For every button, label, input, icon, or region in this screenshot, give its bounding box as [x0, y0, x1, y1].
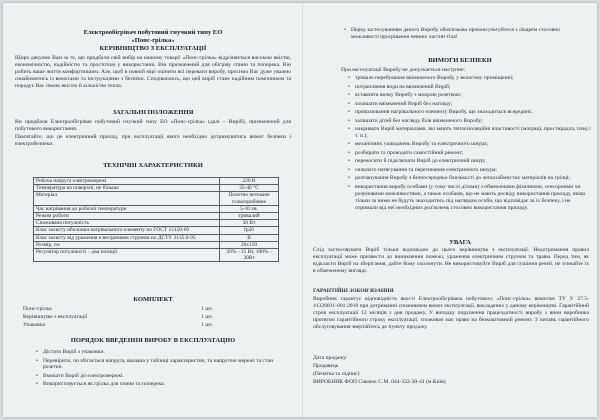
- safety-item: • проколювання нагрівального елементу Виробу, що знаходиться всередині;: [355, 109, 593, 116]
- spec-value: 35-40 °С: [220, 185, 279, 192]
- instruction-sheet: [3, 3, 597, 417]
- manufacturer: ВИРОБНИК ФОП Сівачок С.М. 044-332-30-41 (м.Київ): [313, 379, 446, 386]
- spec-value: 220 В: [220, 178, 279, 185]
- order-title: ПОРЯДОК ВВЕДЕННЯ ВИРОБУ В ЕКСПЛУАТАЦІЮ: [70, 337, 236, 344]
- attention-title: УВАГА: [449, 239, 471, 246]
- order-step: • Використовується як грілка для спини та поперека.: [43, 381, 283, 388]
- safety-list: [345, 75, 593, 213]
- safety-item: • вставляти вилку Виробу з мокрою розеткою;: [355, 92, 593, 99]
- safety-item: • тривале перебування ввімкненого Виробу у вологому приміщенні;: [355, 75, 593, 82]
- manual-title: КЕРІВНИЦТВО З ЕКСПЛУАТАЦІЇ: [99, 45, 207, 52]
- spec-row: [34, 241, 279, 248]
- safety-item: • потрапляння води на ввімкнений Виріб;: [355, 84, 593, 91]
- kit-item-qty: 1 шт.: [201, 321, 213, 328]
- spec-value: Полотно нетекане голкопробивне: [220, 192, 279, 205]
- spec-value: 5-10 хв.: [220, 205, 279, 212]
- safety-item: • механічних ушкоджень Виробу та електричного шнура;: [355, 141, 593, 148]
- kit-item-qty: 1 шт.: [201, 313, 213, 320]
- specs-table: [33, 177, 279, 262]
- spec-name: Регулятор потужності – два позиції: [34, 249, 220, 262]
- general-text: Ви придбали Електрообігрівач побутовий гнучкий типу ЕО «Понс-грілка» (далі – Виріб), призначений для побутового використання.: [15, 119, 291, 132]
- spec-value: 20х150: [220, 241, 279, 248]
- spec-row: [34, 227, 279, 234]
- right-page: [305, 3, 597, 417]
- seller: Продавець: [313, 363, 339, 370]
- kit-title: КОМПЛЕКТ: [133, 296, 173, 303]
- warranty-title: ГАРАНТІЙНІ ЗОБОВ'ЯЗАННЯ: [313, 288, 394, 294]
- spec-row: [34, 234, 279, 241]
- safety-item: • розташування Виробу з безпосередньо близькості до легкозаймистих матеріалів на грілці;: [355, 175, 593, 182]
- page-fold: [302, 3, 304, 417]
- spec-value: тривалий: [220, 213, 279, 220]
- order-step: • Дістати Виріб з упаковки.: [43, 349, 283, 356]
- kit-item-name: Понс-грілка: [23, 306, 52, 312]
- header-title: Електрообігрівач побутовий гнучкий типу ЕО: [83, 29, 223, 36]
- kit-row: [23, 322, 213, 329]
- order-list: [33, 349, 283, 390]
- safety-item: • залишати ввімкнений Виріб без нагляду;: [355, 101, 593, 108]
- safety-intro: При експлуатації Виробу не допускається наступне:: [341, 67, 466, 73]
- spec-name: Споживана потужність: [34, 220, 220, 227]
- spec-row: [34, 192, 279, 205]
- spec-row: [34, 178, 279, 185]
- spec-name: Матеріал: [34, 192, 220, 205]
- spec-row: [34, 249, 279, 262]
- spec-name: Клас захисту від ураження електричним струмом по ДСТУ 3135.0-95: [34, 234, 220, 241]
- spec-value: 50% - 15 Вт, 100% - 30Вт: [220, 249, 279, 262]
- spec-row: [34, 205, 279, 212]
- spec-name: Час нагрівання до робочої температури: [34, 205, 220, 212]
- safety-item: • залишати дітей без нагляду біля ввімкненого Виробу;: [355, 118, 593, 125]
- attention-text: Слід застосовувати Виріб тільки відповідно до цього керівництва з експлуатації. Недотримання правил експлуатації може призвести до виникнення пожежі, ураження електричним струмом та травм. Перед тим, як відкласти Виріб на зберігання, дайте йому охолонути. Не використовуйте Виріб для сушіння речей, не згинайте їх в обмеженому вигляді.: [313, 247, 589, 274]
- safety-item: • розбирати та проводити самостійний ремонт;: [355, 150, 593, 157]
- safety-item: • сильного натягування та перегинання електричного шнура;: [355, 167, 593, 174]
- top-warning-item: • Перед застосуванням даного Виробу обов'язково проконсультуйтеся з лікарем стосовно можливості прогрівання певних частин тіла!: [351, 27, 587, 41]
- order-step: • Перевірити, чи збігається напруга, вказана у таблиці характеристик, та напругою мережі та стан розетки.: [43, 358, 283, 372]
- spec-name: Розмір, см: [34, 241, 220, 248]
- general-title: ЗАГАЛЬНІ ПОЛОЖЕННЯ: [112, 109, 194, 116]
- kit-item-name: Упаковка: [23, 321, 45, 328]
- spec-name: Режим роботи: [34, 213, 220, 220]
- stamp-signature: (Печатка та підпис): [313, 371, 360, 378]
- spec-name: Температура на поверхні, не більше: [34, 185, 220, 192]
- intro-paragraph: Щиро дякуємо Вам за те, що придбали свій вибір на нашому товарі! «Понс-грілка» відрізняється високою якістю, економічністю, надійністю та простотою у використанні. Він призначений для обігріву спини та поперека. Він робить ваше життя комфортнішим. Але, щоб в повній мірі оцінити всі переваги виробу, просимо Вас дуже уважно ознайомитись із вимогами та інструкціями з безпеки. Сподіваємось, що цей виріб стане надійним помічником та порадує Вас своєю якістю й кількістю тепла.: [15, 55, 291, 89]
- spec-row: [34, 185, 279, 192]
- spec-value: II: [220, 234, 279, 241]
- specs-title: ТЕХНІЧНІ ХАРАКТЕРИСТИКИ: [103, 162, 203, 169]
- kit-row: [23, 314, 213, 321]
- safety-item: • накривати Виріб матеріалами, які мають теплоізоляційні властивості (матраці, простирадла, плед і т. п.);: [355, 126, 593, 140]
- safety-title: ВИМОГИ БЕЗПЕКИ: [428, 57, 492, 64]
- spec-name: Робоча напруга електромережі: [34, 178, 220, 185]
- kit-item-name: Керівництво з експлуатації: [23, 313, 88, 320]
- warranty-text: Виробник гарантує відповідність якості Електрообігрівача побутового «Понс-грілка» вимогам ТУ У 27.5-41326811-001:2018 при дотриманні споживачем вимог експлуатації, викладених у даному керівництві. Гарантійний строк експлуатації 12 місяців з дня продажу. У випадку порушення працездатності виробу з вини виробника протягом гарантійного строку експлуатації, споживач має право на безкоштовний ремонт. З питань гарантійного обслуговування звертайтесь до пункту продажу.: [313, 296, 589, 330]
- top-warning: [341, 27, 587, 42]
- spec-name: Клас захисту оболонки нагрівального елементу по ГОСТ 15150-69: [34, 227, 220, 234]
- kit-row: [23, 306, 213, 313]
- spec-row: [34, 220, 279, 227]
- left-page: [3, 3, 301, 417]
- spec-value: 30 Вт: [220, 220, 279, 227]
- general-text-2: Пам'ятайте, що це електричний прилад, при експлуатації якого необхідно дотримуватись вимог безпеки і електробезпеки.: [15, 134, 291, 147]
- kit-list: [23, 306, 213, 329]
- spec-value: Ip20: [220, 227, 279, 234]
- signature-block: [313, 355, 589, 387]
- sale-date: Дата продажу:: [313, 355, 348, 361]
- safety-item: • перекосити й підключати Виріб до електричний шнур;: [355, 158, 593, 165]
- specs-table-wrap: [33, 177, 279, 262]
- safety-item: • використання виробу особами (у тому числі дітьми) з обмеженими фізичними, сенсорними чи розумовими можливостями, а також особами, що не мають досвіду використання приладу, якщо тільки за ними не будуть знаходитись під наглядом особи, що відповідає за їх безпеку, і не отримали від неї необхідних роз'яснень стосовно використання приладу.: [355, 184, 593, 212]
- order-step: • Вмикати Виріб до електромережі.: [43, 373, 283, 380]
- spec-row: [34, 213, 279, 220]
- kit-item-qty: 1 шт.: [201, 306, 213, 312]
- product-name: «Понс-грілка»: [131, 37, 175, 44]
